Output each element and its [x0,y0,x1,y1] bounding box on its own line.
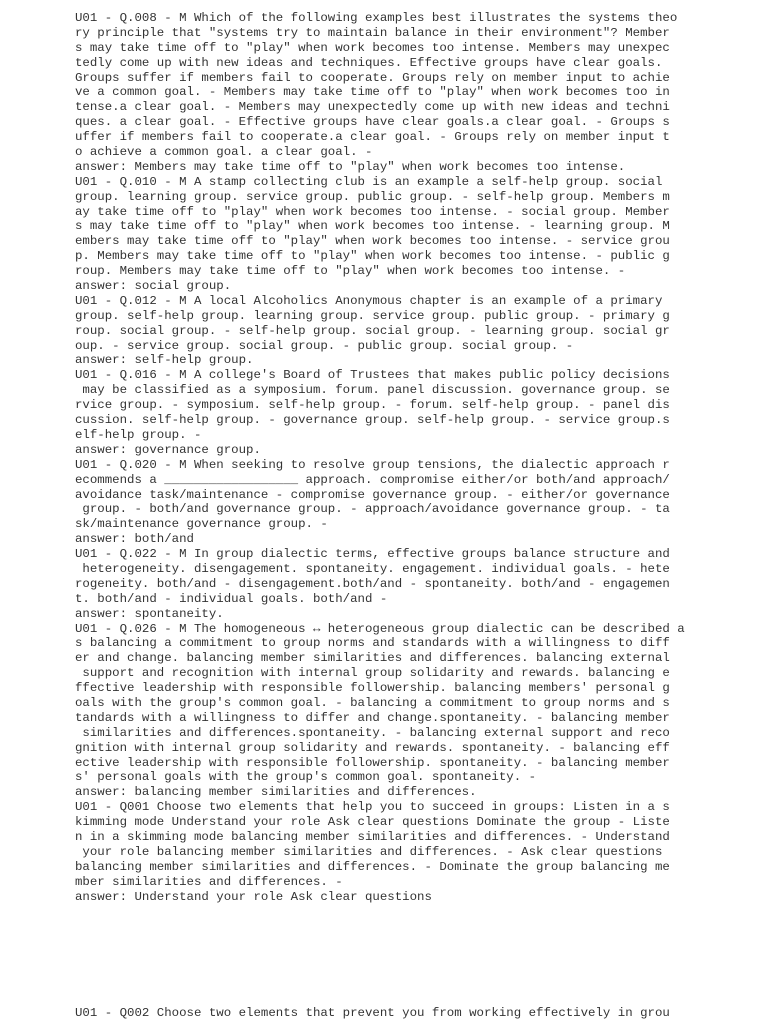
document-line: answer: Members may take time off to "play" when work becomes too intense. [75,159,626,174]
document-line: ective leadership with responsible followership. spontaneity. - balancing member [75,755,670,770]
document-line: U01 - Q.022 - M In group dialectic terms, effective groups balance structure and [75,547,670,562]
document-line: group. self-help group. learning group. service group. public group. - primary g [75,308,670,323]
document-line: answer: social group. [75,279,232,294]
document-line: uffer if members fail to cooperate.a clear goal. - Groups rely on member input t [75,130,670,145]
document-line: U01 - Q.020 - M When seeking to resolve group tensions, the dialectic approach r [75,457,670,472]
document-line: oals with the group's common goal. - balancing a commitment to group norms and s [75,695,670,710]
document-line: s' personal goals with the group's common goal. spontaneity. - [75,770,537,785]
document-line: your role balancing member similarities and differences. - Ask clear questions [75,844,663,859]
document-line: U01 - Q.010 - M A stamp collecting club is an example a self-help group. social [75,174,663,189]
document-line: may be classified as a symposium. forum. panel discussion. governance group. se [75,383,670,398]
document-line: Groups suffer if members fail to cooperate. Groups rely on member input to achie [75,70,670,85]
document-line: answer: spontaneity. [75,606,224,621]
document-line: heterogeneity. disengagement. spontaneity. engagement. individual goals. - hete [75,561,670,576]
document-line: n in a skimming mode balancing member similarities and differences. - Understand [75,829,670,844]
document-line: ques. a clear goal. - Effective groups have clear goals.a clear goal. - Groups s [75,115,670,130]
document-line: cussion. self-help group. - governance group. self-help group. - service group.s [75,413,670,428]
document-line: roup. Members may take time off to "play" when work becomes too intense. - [75,264,626,279]
document-line: s may take time off to "play" when work becomes too intense. Members may unexpec [75,40,670,55]
document-line: ry principle that "systems try to maintain balance in their environment"? Member [75,25,670,40]
document-line: rogeneity. both/and - disengagement.both/and - spontaneity. both/and - engagemen [75,576,670,591]
document-line: ay take time off to "play" when work becomes too intense. - social group. Member [75,204,670,219]
document-line: s may take time off to "play" when work becomes too intense. - learning group. M [75,219,670,234]
document-line: avoidance task/maintenance - compromise governance group. - either/or governance [75,487,670,502]
document-line: p. Members may take time off to "play" when work becomes too intense. - public g [75,249,670,264]
document-line: oup. - service group. social group. - public group. social group. - [75,338,574,353]
document-text [75,11,765,904]
document-line: elf-help group. - [75,427,202,442]
document-line: group. - both/and governance group. - approach/avoidance governance group. - ta [75,502,670,517]
document-line: answer: self-help group. [75,353,254,368]
document-line: tense.a clear goal. - Members may unexpectedly come up with new ideas and techni [75,100,670,115]
document-line: tedly come up with new ideas and techniques. Effective groups have clear goals. [75,55,663,70]
document-line: t. both/and - individual goals. both/and - [75,591,388,606]
document-line: answer: both/and [75,532,194,547]
document-line: embers may take time off to "play" when work becomes too intense. - service grou [75,234,670,249]
document-line: U01 - Q.016 - M A college's Board of Trustees that makes public policy decisions [75,368,670,383]
document-line: answer: governance group. [75,442,261,457]
document-line: roup. social group. - self-help group. social group. - learning group. social gr [75,323,670,338]
document-line: similarities and differences.spontaneity. - balancing external support and reco [75,725,670,740]
document-line: gnition with internal group solidarity and rewards. spontaneity. - balancing eff [75,740,670,755]
document-line: ffective leadership with responsible followership. balancing members' personal g [75,681,670,696]
document-line: er and change. balancing member similarities and differences. balancing external [75,651,670,666]
document-line: answer: balancing member similarities and differences. [75,785,477,800]
document-line: group. learning group. service group. public group. - self-help group. Members m [75,189,670,204]
document-line: support and recognition with internal group solidarity and rewards. balancing e [75,666,670,681]
document-line: U01 - Q.008 - M Which of the following examples best illustrates the systems theo [75,11,678,25]
document-line: U01 - Q.026 - M The homogeneous ↔ heterogeneous group dialectic can be described a [75,621,685,636]
document-line-bottom: U01 - Q002 Choose two elements that prevent you from working effectively in grou [75,1006,670,1020]
document-line: balancing member similarities and differences. - Dominate the group balancing me [75,859,670,874]
document-line: rvice group. - symposium. self-help group. - forum. self-help group. - panel dis [75,398,670,413]
document-line: kimming mode Understand your role Ask clear questions Dominate the group - Liste [75,815,670,830]
document-line: U01 - Q001 Choose two elements that help you to succeed in groups: Listen in a s [75,800,670,815]
document-line: answer: Understand your role Ask clear questions [75,889,432,904]
document-line: mber similarities and differences. - [75,874,343,889]
document-line: sk/maintenance governance group. - [75,517,328,532]
document-line: o achieve a common goal. a clear goal. - [75,145,373,160]
document-line: U01 - Q.012 - M A local Alcoholics Anonymous chapter is an example of a primary [75,293,663,308]
document-line: ve a common goal. - Members may take time off to "play" when work becomes too in [75,85,670,100]
document-line: ecommends a __________________ approach. compromise either/or both/and approach/ [75,472,670,487]
document-line: tandards with a willingness to differ and change.spontaneity. - balancing member [75,710,670,725]
document-line: s balancing a commitment to group norms and standards with a willingness to diff [75,636,670,651]
